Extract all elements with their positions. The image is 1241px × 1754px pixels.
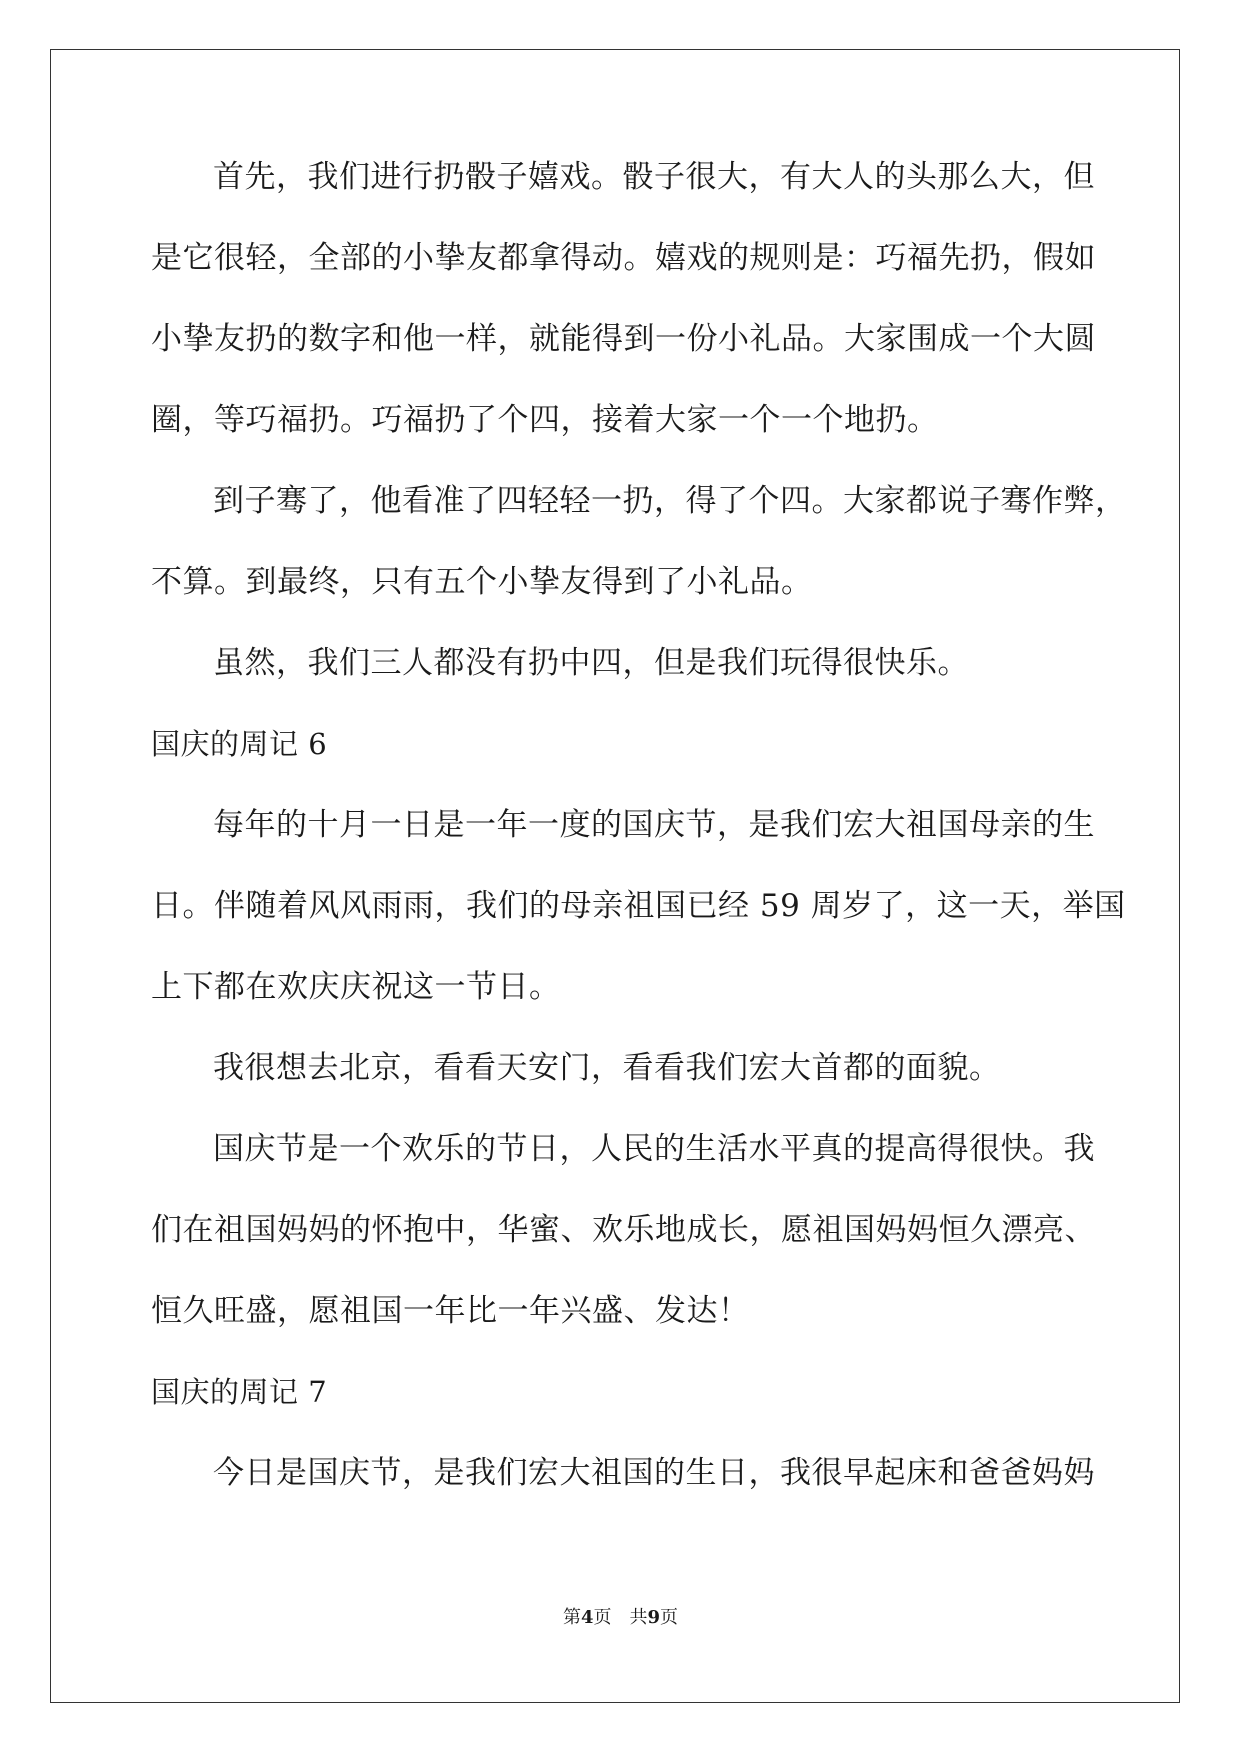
paragraph-line: 今日是国庆节，是我们宏大祖国的生日，我很早起床和爸爸妈妈 xyxy=(213,1455,1095,1491)
paragraph-line: 是它很轻，全部的小挚友都拿得动。嬉戏的规则是：巧福先扔，假如 xyxy=(151,240,1096,276)
paragraph-line: 小挚友扔的数字和他一样，就能得到一份小礼品。大家围成一个大圆 xyxy=(151,321,1096,357)
section-heading: 国庆的周记 7 xyxy=(151,1375,328,1409)
paragraph-line: 我很想去北京，看看天安门，看看我们宏大首都的面貌。 xyxy=(213,1050,1001,1086)
footer-prefix: 第 xyxy=(562,1607,581,1628)
paragraph-line: 首先，我们进行扔骰子嬉戏。骰子很大，有大人的头那么大，但 xyxy=(213,159,1095,195)
footer-total-unit: 页 xyxy=(660,1607,679,1628)
paragraph-line: 们在祖国妈妈的怀抱中，华蜜、欢乐地成长，愿祖国妈妈恒久漂亮、 xyxy=(151,1212,1096,1248)
paragraph-line: 日。伴随着风风雨雨，我们的母亲祖国已经 59 周岁了，这一天，举国 xyxy=(151,888,1126,924)
paragraph-line: 到子骞了，他看准了四轻轻一扔，得了个四。大家都说子骞作弊， xyxy=(213,483,1127,519)
section-heading: 国庆的周记 6 xyxy=(151,727,328,761)
paragraph-line: 每年的十月一日是一年一度的国庆节，是我们宏大祖国母亲的生 xyxy=(213,807,1095,843)
page-footer xyxy=(0,1606,1241,1630)
paragraph-line: 虽然，我们三人都没有扔中四，但是我们玩得很快乐。 xyxy=(213,645,969,681)
footer-total-pages: 9 xyxy=(647,1607,661,1628)
footer-current-page: 4 xyxy=(580,1607,594,1628)
paragraph-line: 上下都在欢庆庆祝这一节日。 xyxy=(151,969,561,1005)
paragraph-line: 国庆节是一个欢乐的节日，人民的生活水平真的提高得很快。我 xyxy=(213,1131,1095,1167)
paragraph-line: 不算。到最终，只有五个小挚友得到了小礼品。 xyxy=(151,564,813,600)
footer-page-unit: 页 xyxy=(593,1607,612,1628)
paragraph-line: 圈，等巧福扔。巧福扔了个四，接着大家一个一个地扔。 xyxy=(151,402,939,438)
paragraph-line: 恒久旺盛，愿祖国一年比一年兴盛、发达！ xyxy=(151,1293,750,1329)
footer-total-prefix: 共 xyxy=(629,1607,648,1628)
